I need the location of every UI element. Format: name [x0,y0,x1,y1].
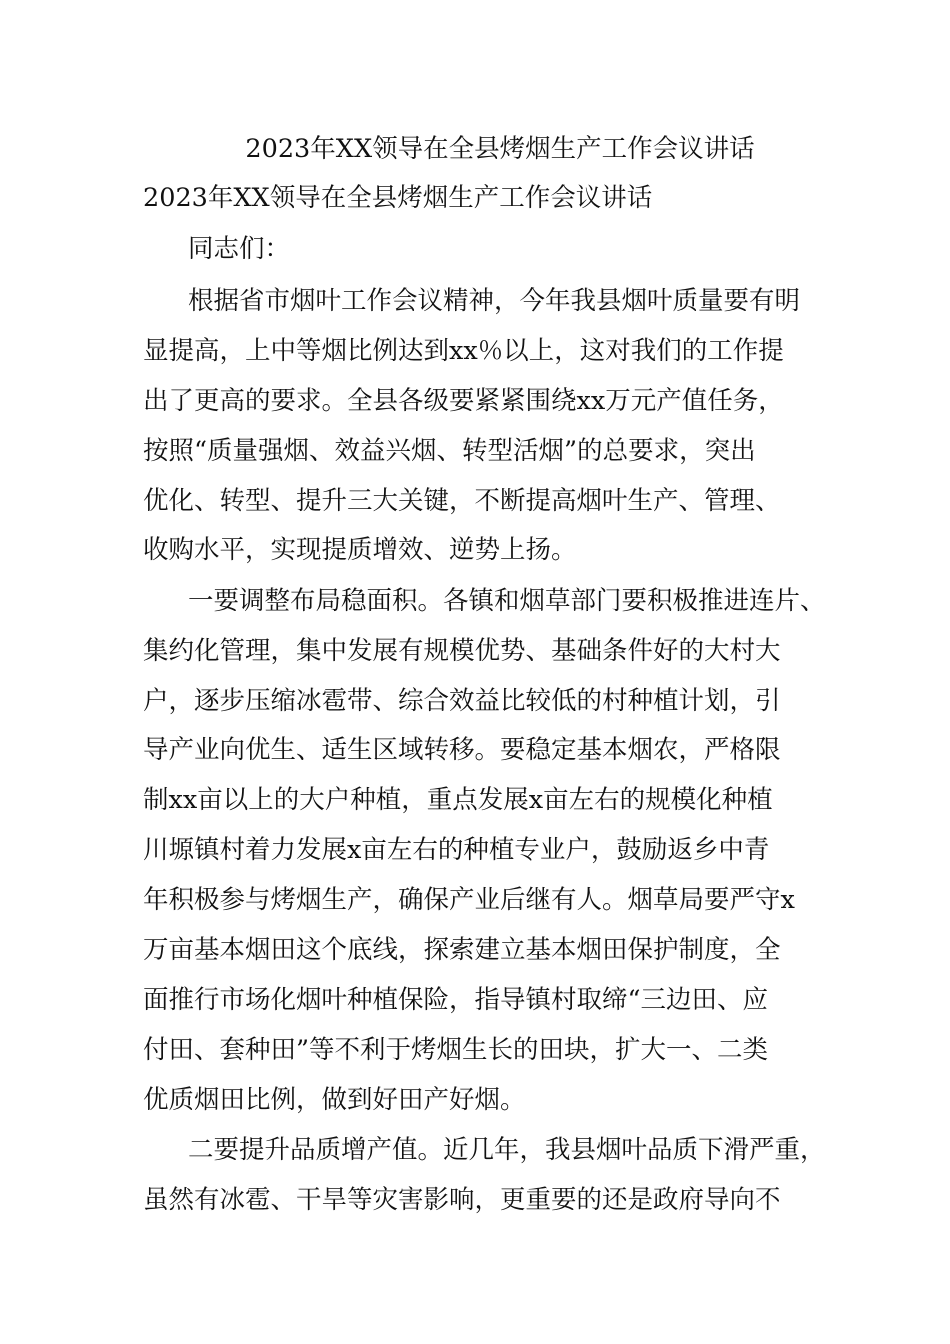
salutation: 同志们： [188,234,291,264]
body-line: 导产业向优生、适生区域转移。要稳定基本烟农，严格限 [143,735,781,765]
body-line: 集约化管理，集中发展有规模优势、基础条件好的大村大 [143,636,781,666]
body-line: 优化、转型、提升三大关键，不断提高烟叶生产、管理、 [143,486,781,516]
body-line: 虽然有冰雹、干旱等灾害影响，更重要的还是政府导向不 [143,1185,781,1215]
body-line: 户，逐步压缩冰雹带、综合效益比较低的村种植计划，引 [143,686,781,716]
document-title-text: 2023年XX领导在全县烤烟生产工作会议讲话 [245,134,755,164]
body-line: 付田、套种田”等不利于烤烟生长的田块，扩大一、二类 [143,1035,769,1065]
body-line: 一要调整布局稳面积。各镇和烟草部门要积极推进连片、 [188,586,826,616]
body-line: 年积极参与烤烟生产，确保产业后继有人。烟草局要严守x [143,885,795,915]
body-line: 按照“质量强烟、效益兴烟、转型活烟”的总要求，突出 [143,436,756,466]
body-line: 出了更高的要求。全县各级要紧紧围绕xx万元产值任务， [143,386,784,416]
body-line: 面推行市场化烟叶种植保险，指导镇村取缔“三边田、应 [143,985,769,1015]
body-line: 收购水平，实现提质增效、逆势上扬。 [143,535,577,565]
body-line: 优质烟田比例，做到好田产好烟。 [143,1085,526,1115]
body-line: 根据省市烟叶工作会议精神，今年我县烟叶质量要有明 [188,286,801,316]
document-subtitle: 2023年XX领导在全县烤烟生产工作会议讲话 [143,183,653,213]
body-line: 制xx亩以上的大户种植，重点发展x亩左右的规模化种植 [143,785,773,815]
body-line: 川塬镇村着力发展x亩左右的种植专业户，鼓励返乡中青 [143,835,770,865]
document-title [0,134,950,164]
body-line: 显提高，上中等烟比例达到xx％以上，这对我们的工作提 [143,336,784,366]
body-line: 万亩基本烟田这个底线，探索建立基本烟田保护制度，全 [143,935,781,965]
body-line: 二要提升品质增产值。近几年，我县烟叶品质下滑严重， [188,1135,826,1165]
